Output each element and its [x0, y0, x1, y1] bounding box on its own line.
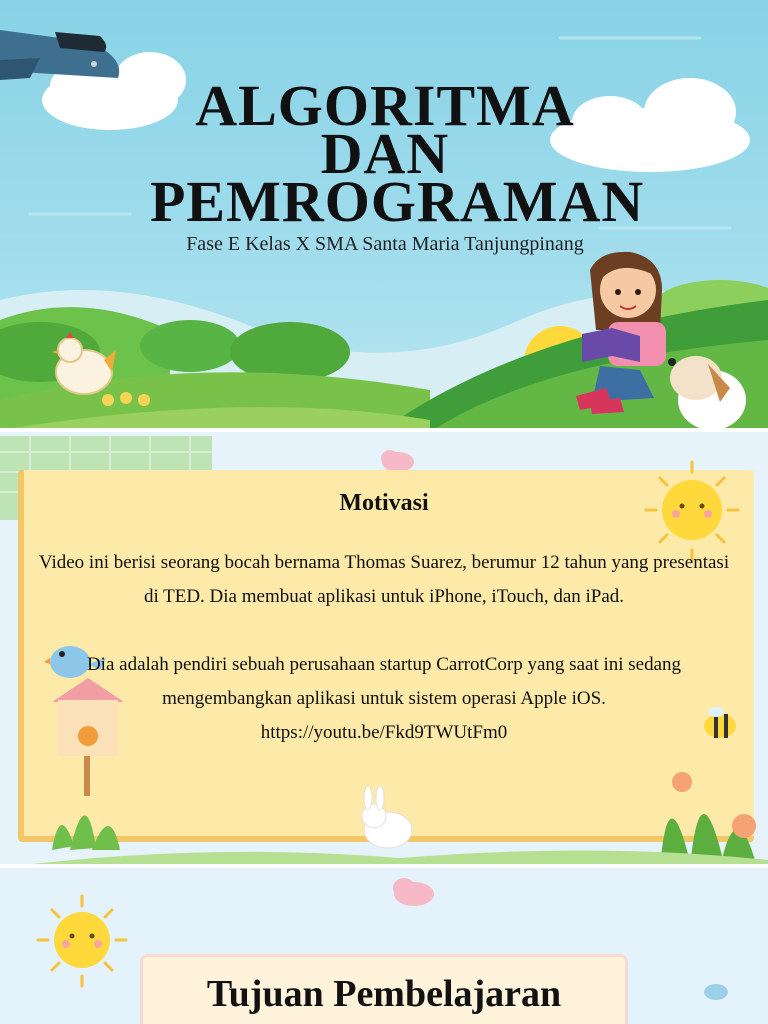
objectives-title: Tujuan Pembelajaran [206, 973, 562, 1015]
motivation-paragraph-1: Video ini berisi seorang bocah bernama Thomas Suarez, berumur 12 tahun yang presentasi di TED. Dia membuat aplikasi untuk iPhone, iTouch, dan iPad. [38, 552, 730, 607]
cloud-icon [393, 878, 434, 906]
flower-icon [672, 772, 756, 838]
video-link[interactable]: https://youtu.be/Fkd9TWUtFm0 [260, 722, 508, 743]
cloud-icon [704, 984, 728, 1000]
motivation-title: Motivasi [339, 490, 429, 516]
rabbit-icon [362, 786, 412, 848]
plant-icon [52, 815, 120, 850]
paragraph-gap [30, 614, 738, 648]
motivation-slide [0, 432, 768, 868]
airplane-icon [0, 30, 119, 80]
presentation-subtitle: Fase E Kelas X SMA Santa Maria Tanjungpinang [186, 233, 584, 255]
sun-icon [38, 896, 126, 986]
learning-objectives-slide [0, 868, 768, 1024]
motivation-text [30, 546, 738, 750]
motivation-paragraph-2: Dia adalah pendiri sebuah perusahaan startup CarrotCorp yang saat ini sedang mengembangkan aplikasi untuk sistem operasi Apple iOS. [86, 654, 682, 709]
title-slide [0, 0, 768, 432]
presentation-title: ALGORITMA DAN PEMROGRAMAN [150, 73, 645, 234]
